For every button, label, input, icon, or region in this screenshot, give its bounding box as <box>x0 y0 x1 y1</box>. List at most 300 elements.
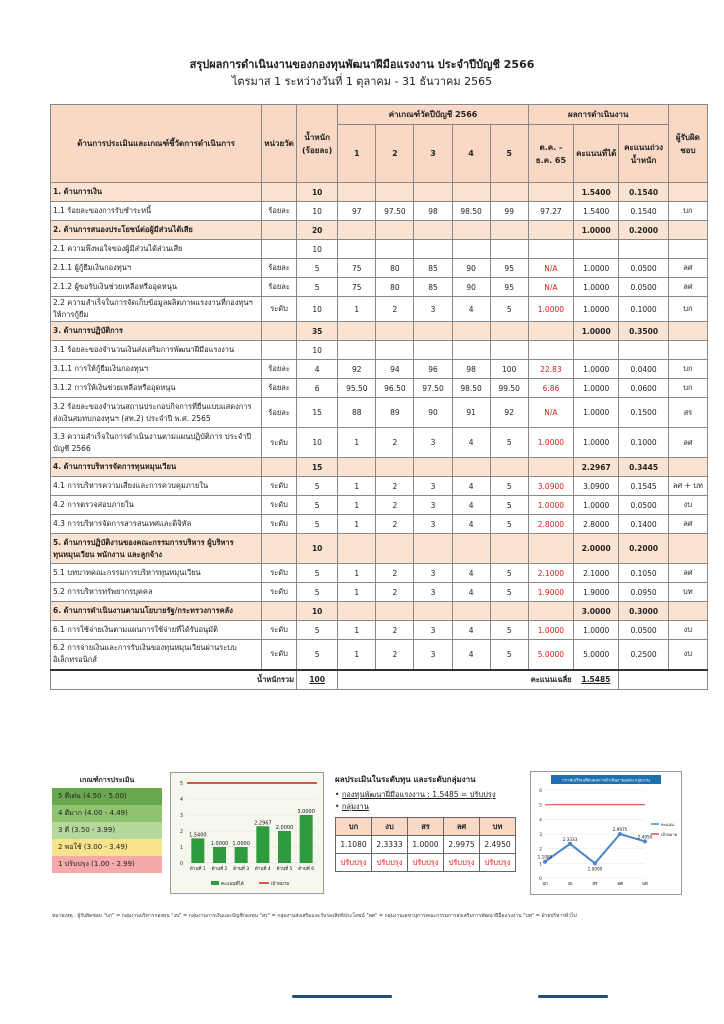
level-2-cell: 96.50 <box>376 379 414 398</box>
indicator-row <box>51 341 708 360</box>
level-3-cell: 85 <box>414 259 452 278</box>
indicator-row <box>51 621 708 640</box>
data-label: 1.0000 <box>587 866 603 872</box>
level-1-cell <box>338 341 376 360</box>
level-3-cell <box>414 534 452 564</box>
level-4-cell: 90 <box>452 259 490 278</box>
level-4-cell: 4 <box>452 564 490 583</box>
indicator-row <box>51 259 708 278</box>
unit-cell <box>262 322 297 341</box>
level-2-cell: 2 <box>376 640 414 670</box>
period-result-cell <box>528 341 573 360</box>
x-tick-label: บก <box>542 882 548 887</box>
x-tick-label: ลศ <box>617 882 623 887</box>
level-2-cell: 2 <box>376 515 414 534</box>
indicator-name: 2.2 ความสำเร็จในการจัดเก็บข้อมูลผลิตภาพแรงงานที่กองทุนฯ ให้การกู้ยืม <box>51 297 262 322</box>
level-3-cell: 3 <box>414 583 452 602</box>
level-5-cell: 99 <box>490 202 528 221</box>
weighted-score-cell: 0.1540 <box>619 183 668 202</box>
weight-cell: 6 <box>297 379 338 398</box>
level-4-header: 4 <box>452 125 490 183</box>
weighted-score-cell: 0.3000 <box>619 602 668 621</box>
weight-cell: 5 <box>297 259 338 278</box>
level-4-cell <box>452 322 490 341</box>
group-status: ปรับปรุง <box>336 854 372 872</box>
section-row <box>51 322 708 341</box>
y-tick-label: 6 <box>539 789 542 794</box>
level-2-cell: 2 <box>376 621 414 640</box>
indicator-row <box>51 398 708 428</box>
indicator-row <box>51 360 708 379</box>
level-4-cell <box>452 602 490 621</box>
indicator-name: 4.3 การบริหารจัดการสารสนเทศและดิจิทัล <box>51 515 262 534</box>
level-1-cell: 1 <box>338 515 376 534</box>
data-label: 1.0000 <box>232 841 250 847</box>
level-4-cell: 4 <box>452 428 490 458</box>
total-label: น้ำหนักรวม <box>51 670 297 690</box>
level-4-cell: 98.50 <box>452 379 490 398</box>
y-tick-label: 0 <box>539 877 542 882</box>
x-tick-label: ด้านที่ 6 <box>298 867 315 872</box>
unit-cell <box>262 240 297 259</box>
level-3-cell <box>414 183 452 202</box>
responsible-cell: ลศ + บท <box>668 477 707 496</box>
chart-title: กราฟเปรียบเทียบผลการดำเนินงานแต่ละกลุ่มงาน <box>562 777 650 783</box>
level-4-cell <box>452 221 490 240</box>
indicator-name: 4. ด้านการบริหารจัดการทุนหมุนเวียน <box>51 458 262 477</box>
weighted-score-cell <box>619 341 668 360</box>
weighted-score-cell: 0.1545 <box>619 477 668 496</box>
level-1-cell: 1 <box>338 583 376 602</box>
total-weight: 100 <box>297 670 338 690</box>
legend-swatch <box>211 881 219 885</box>
responsible-cell: บก <box>668 360 707 379</box>
level-2-cell <box>376 322 414 341</box>
level-5-cell <box>490 183 528 202</box>
period-result-cell <box>528 322 573 341</box>
group-score: 2.9975 <box>444 836 480 854</box>
level-3-cell: 96 <box>414 360 452 379</box>
level-4-cell: 4 <box>452 477 490 496</box>
weighted-score-cell: 0.3500 <box>619 322 668 341</box>
weight-cell: 5 <box>297 477 338 496</box>
data-point <box>568 842 572 846</box>
responsible-cell: ลศ <box>668 259 707 278</box>
responsible-cell: บก <box>668 379 707 398</box>
level-1-cell: 95.50 <box>338 379 376 398</box>
level-1-cell <box>338 183 376 202</box>
indicator-row <box>51 202 708 221</box>
data-label: 3.0000 <box>297 809 315 815</box>
group-status: ปรับปรุง <box>480 854 516 872</box>
indicator-name: 3.1.1 การให้กู้ยืมเงินกองทุนฯ <box>51 360 262 379</box>
legend-item: 4 ดีมาก (4.00 - 4.49) <box>52 805 162 822</box>
responsible-cell <box>668 602 707 621</box>
responsible-cell: ลศ <box>668 428 707 458</box>
level-4-cell: 4 <box>452 583 490 602</box>
score-cell: 2.2967 <box>574 458 619 477</box>
group-score: 1.1080 <box>336 836 372 854</box>
period-result-cell: 6.86 <box>528 379 573 398</box>
group-status: ปรับปรุง <box>408 854 444 872</box>
score-cell: 1.0000 <box>574 322 619 341</box>
period-result-cell: N/A <box>528 259 573 278</box>
level-3-header: 3 <box>414 125 452 183</box>
unit-cell: ระดับ <box>262 515 297 534</box>
unit-cell <box>262 458 297 477</box>
responsible-cell <box>668 183 707 202</box>
weight-cell: 10 <box>297 202 338 221</box>
level-5-cell <box>490 602 528 621</box>
level-5-cell: 5 <box>490 564 528 583</box>
weight-cell: 5 <box>297 564 338 583</box>
period-result-cell <box>528 221 573 240</box>
indicator-name: 2.1.2 ผู้ขอรับเงินช่วยเหลือหรืออุดหนุน <box>51 278 262 297</box>
level-1-cell: 1 <box>338 428 376 458</box>
indicator-row <box>51 564 708 583</box>
bar <box>278 831 291 863</box>
weight-cell: 5 <box>297 640 338 670</box>
indicator-row <box>51 515 708 534</box>
weighted-score-cell: 0.0500 <box>619 621 668 640</box>
level-3-cell: 97.50 <box>414 379 452 398</box>
level-2-cell <box>376 221 414 240</box>
legend-label: คะแนนที่ได้ <box>221 882 244 887</box>
score-cell <box>574 341 619 360</box>
data-point <box>543 860 547 864</box>
level-2-cell: 80 <box>376 259 414 278</box>
footer-decoration <box>538 995 608 998</box>
period-result-cell: 1.9000 <box>528 583 573 602</box>
period-result-cell: 3.0900 <box>528 477 573 496</box>
y-tick-label: 5 <box>539 803 542 809</box>
score-cell: 1.9000 <box>574 583 619 602</box>
level-3-cell: 85 <box>414 278 452 297</box>
data-label: 2.0000 <box>275 825 294 831</box>
indicator-name: 5.1 บทบาทคณะกรรมการบริหารทุนหมุนเวียน <box>51 564 262 583</box>
weight-cell: 5 <box>297 621 338 640</box>
level-3-cell: 98 <box>414 202 452 221</box>
data-label: 1.5400 <box>189 832 207 839</box>
weighted-score-cell: 0.1500 <box>619 398 668 428</box>
responsible-cell: งบ <box>668 640 707 670</box>
summary-group-label: กลุ่มงาน <box>341 802 369 811</box>
level-3-cell: 3 <box>414 297 452 322</box>
level-1-cell <box>338 458 376 477</box>
group-score: 2.3333 <box>372 836 408 854</box>
weighted-score-cell: 0.0600 <box>619 379 668 398</box>
x-tick-label: ด้านที่ 1 <box>189 867 206 872</box>
level-5-cell: 100 <box>490 360 528 379</box>
line-chart-svg <box>531 772 681 894</box>
summary-fund-line: กองทุนพัฒนาฝีมือแรงงาน : 1.5485 = ปรับปรุง <box>341 790 496 799</box>
unit-cell: ร้อยละ <box>262 278 297 297</box>
score-cell: 3.0000 <box>574 602 619 621</box>
group-score: 2.4950 <box>480 836 516 854</box>
weight-cell: 10 <box>297 240 338 259</box>
level-2-cell: 2 <box>376 583 414 602</box>
legend-item: 2 พอใช้ (3.00 - 3.49) <box>52 839 162 856</box>
total-row <box>51 670 708 690</box>
data-label: 2.9975 <box>612 827 628 833</box>
y-tick-label: 1 <box>179 845 183 851</box>
level-4-cell <box>452 341 490 360</box>
period-result-cell: 22.83 <box>528 360 573 379</box>
level-3-cell <box>414 221 452 240</box>
weighted-score-cell: 0.0950 <box>619 583 668 602</box>
x-tick-label: ด้านที่ 2 <box>211 867 228 872</box>
weighted-score-cell: 0.0500 <box>619 259 668 278</box>
indicator-row <box>51 583 708 602</box>
indicator-name: 1.1 ร้อยละของการรับชำระหนี้ <box>51 202 262 221</box>
legend-item: 5 ดีเด่น (4.50 - 5.00) <box>52 788 162 805</box>
indicator-row <box>51 640 708 670</box>
section-row <box>51 183 708 202</box>
level-5-cell <box>490 322 528 341</box>
summary-title: ผลประเมินในระดับทุน และระดับกลุ่มงาน <box>335 775 476 784</box>
level-5-cell: 5 <box>490 477 528 496</box>
group-name: บท <box>480 818 516 836</box>
period-result-cell: 2.8000 <box>528 515 573 534</box>
level-4-cell: 98.50 <box>452 202 490 221</box>
indicator-name: 6. ด้านการดำเนินงานตามนโยบายรัฐ/กระทรวงการคลัง <box>51 602 262 621</box>
level-5-cell: 92 <box>490 398 528 428</box>
level-5-cell: 5 <box>490 621 528 640</box>
responsible-cell: ลศ <box>668 564 707 583</box>
responsible-cell <box>668 221 707 240</box>
data-label: 2.3333 <box>562 836 578 842</box>
responsible-cell <box>668 240 707 259</box>
level-2-cell <box>376 183 414 202</box>
period-result-cell: N/A <box>528 278 573 297</box>
level-3-cell <box>414 458 452 477</box>
section-row <box>51 221 708 240</box>
bar <box>213 847 226 863</box>
score-cell: 1.0000 <box>574 379 619 398</box>
weighted-score-cell: 0.2000 <box>619 221 668 240</box>
period-result-cell <box>528 183 573 202</box>
weight-cell: 5 <box>297 496 338 515</box>
indicator-name: 3. ด้านการปฏิบัติการ <box>51 322 262 341</box>
y-tick-label: 3 <box>539 833 542 838</box>
col-score-header: คะแนนที่ได้ <box>574 125 619 183</box>
level-3-cell: 3 <box>414 621 452 640</box>
score-cell: 1.0000 <box>574 259 619 278</box>
level-2-cell: 2 <box>376 297 414 322</box>
weight-cell: 10 <box>297 297 338 322</box>
level-1-header: 1 <box>338 125 376 183</box>
weighted-score-cell: 0.1400 <box>619 515 668 534</box>
period-result-cell: 1.0000 <box>528 621 573 640</box>
legend-label: เป้าหมาย <box>661 832 678 837</box>
level-4-cell: 4 <box>452 297 490 322</box>
level-2-cell: 2 <box>376 564 414 583</box>
weight-cell: 10 <box>297 602 338 621</box>
level-4-cell: 91 <box>452 398 490 428</box>
score-cell: 2.1000 <box>574 564 619 583</box>
indicator-name: 2.1.1 ผู้กู้ยืมเงินกองทุนฯ <box>51 259 262 278</box>
weight-cell: 10 <box>297 534 338 564</box>
level-1-cell <box>338 534 376 564</box>
indicator-row <box>51 428 708 458</box>
unit-cell: ร้อยละ <box>262 379 297 398</box>
level-1-cell <box>338 221 376 240</box>
level-2-cell <box>376 534 414 564</box>
unit-cell: ระดับ <box>262 621 297 640</box>
col-weight-header: น้ำหนัก (ร้อยละ) <box>297 105 338 183</box>
level-5-cell: 5 <box>490 297 528 322</box>
score-cell: 1.5400 <box>574 202 619 221</box>
level-1-cell: 1 <box>338 640 376 670</box>
score-cell <box>574 240 619 259</box>
level-5-cell: 5 <box>490 496 528 515</box>
level-5-cell: 95 <box>490 259 528 278</box>
level-2-cell: 97.50 <box>376 202 414 221</box>
responsible-cell <box>668 458 707 477</box>
bar <box>256 826 269 863</box>
level-1-cell: 92 <box>338 360 376 379</box>
level-1-cell: 1 <box>338 621 376 640</box>
y-tick-label: 2 <box>179 829 183 835</box>
group-name: งบ <box>372 818 408 836</box>
bar <box>235 847 248 863</box>
period-result-cell: 1.0000 <box>528 496 573 515</box>
x-tick-label: ด้านที่ 5 <box>276 867 293 872</box>
line-chart <box>530 771 682 895</box>
responsible-cell <box>668 534 707 564</box>
level-2-cell: 2 <box>376 496 414 515</box>
level-5-cell: 5 <box>490 515 528 534</box>
unit-cell: ระดับ <box>262 640 297 670</box>
responsible-cell: สร <box>668 398 707 428</box>
level-1-cell: 88 <box>338 398 376 428</box>
indicator-row <box>51 496 708 515</box>
section-row <box>51 458 708 477</box>
avg-label: คะแนนเฉลี่ย <box>338 670 574 690</box>
score-cell: 1.0000 <box>574 221 619 240</box>
bar-chart <box>170 772 324 894</box>
level-5-cell: 5 <box>490 640 528 670</box>
summary-panel: ผลประเมินในระดับทุน และระดับกลุ่มงาน • กองทุนพัฒนาฝีมือแรงงาน : 1.5485 = ปรับปรุง • กลุ่มงาน บก งบ สร ลศ บท 1.1080 2.3333 1.0000 2.9975 2.4950 ปรับปรุง ปรับปรุง ปรับปรุง ปรับปรุง ปรับปรุง <box>335 773 525 872</box>
data-label: 1.1080 <box>537 854 553 860</box>
level-3-cell: 3 <box>414 564 452 583</box>
level-2-cell: 80 <box>376 278 414 297</box>
period-result-cell <box>528 240 573 259</box>
level-1-cell <box>338 322 376 341</box>
level-1-cell <box>338 240 376 259</box>
level-5-cell: 99.50 <box>490 379 528 398</box>
results-table <box>50 104 708 690</box>
indicator-name: 2. ด้านการสนองประโยชน์ต่อผู้มีส่วนได้เสีย <box>51 221 262 240</box>
weighted-score-cell: 0.1050 <box>619 564 668 583</box>
responsible-cell <box>668 341 707 360</box>
level-3-cell: 90 <box>414 398 452 428</box>
score-cell: 1.5400 <box>574 183 619 202</box>
weight-cell: 4 <box>297 360 338 379</box>
x-tick-label: ด้านที่ 3 <box>233 867 250 872</box>
level-3-cell: 3 <box>414 496 452 515</box>
weight-cell: 10 <box>297 341 338 360</box>
group-name: สร <box>408 818 444 836</box>
level-5-cell <box>490 240 528 259</box>
level-2-cell: 94 <box>376 360 414 379</box>
avg-value: 1.5485 <box>574 670 619 690</box>
level-5-header: 5 <box>490 125 528 183</box>
unit-cell: ระดับ <box>262 428 297 458</box>
weight-cell: 5 <box>297 515 338 534</box>
indicator-row <box>51 278 708 297</box>
score-cell: 1.0000 <box>574 496 619 515</box>
weight-cell: 20 <box>297 221 338 240</box>
period-result-cell: N/A <box>528 398 573 428</box>
bar-chart-svg <box>171 773 323 893</box>
level-2-cell: 89 <box>376 398 414 428</box>
responsible-cell: งบ <box>668 621 707 640</box>
level-4-cell: 4 <box>452 496 490 515</box>
legend-item: 3 ดี (3.50 - 3.99) <box>52 822 162 839</box>
level-5-cell <box>490 534 528 564</box>
col-unit-header: หน่วยวัด <box>262 105 297 183</box>
score-cell: 1.0000 <box>574 398 619 428</box>
level-2-cell <box>376 602 414 621</box>
level-2-cell <box>376 341 414 360</box>
level-2-cell: 2 <box>376 477 414 496</box>
data-label: 2.2967 <box>254 820 272 827</box>
col-results-header: ผลการดำเนินงาน <box>528 105 668 125</box>
unit-cell: ระดับ <box>262 496 297 515</box>
period-result-cell: 2.1000 <box>528 564 573 583</box>
x-tick-label: งบ <box>567 882 573 887</box>
unit-cell: ร้อยละ <box>262 398 297 428</box>
level-1-cell: 75 <box>338 259 376 278</box>
level-4-cell: 4 <box>452 515 490 534</box>
period-result-cell <box>528 602 573 621</box>
indicator-row <box>51 297 708 322</box>
indicator-row <box>51 477 708 496</box>
legend-label: คะแนน <box>661 822 674 827</box>
bar <box>191 838 204 863</box>
legend-label: เป้าหมาย <box>271 882 290 887</box>
score-cell: 3.0900 <box>574 477 619 496</box>
indicator-name: 5. ด้านการปฏิบัติงานของคณะกรรมการบริหาร ผู้บริหารทุนหมุนเวียน พนักงาน และลูกจ้าง <box>51 534 262 564</box>
level-5-cell <box>490 341 528 360</box>
unit-cell: ระดับ <box>262 477 297 496</box>
data-point <box>643 839 647 843</box>
score-cell: 1.0000 <box>574 297 619 322</box>
score-cell: 5.0000 <box>574 640 619 670</box>
x-tick-label: สร <box>592 882 598 887</box>
indicator-name: 4.1 การบริหารความเสี่ยงและการควบคุมภายใน <box>51 477 262 496</box>
unit-cell <box>262 602 297 621</box>
col-indicator-header: ด้านการประเมินและเกณฑ์ชี้วัดการดำเนินการ <box>51 105 262 183</box>
period-result-cell: 1.0000 <box>528 297 573 322</box>
unit-cell <box>262 534 297 564</box>
responsible-cell: ลศ <box>668 515 707 534</box>
indicator-name: 2.1 ความพึงพอใจของผู้มีส่วนได้ส่วนเสีย <box>51 240 262 259</box>
y-tick-label: 1 <box>539 862 542 868</box>
group-name: ลศ <box>444 818 480 836</box>
level-5-cell: 95 <box>490 278 528 297</box>
responsible-cell <box>668 322 707 341</box>
weighted-score-cell: 0.1540 <box>619 202 668 221</box>
level-5-cell: 5 <box>490 583 528 602</box>
indicator-row <box>51 240 708 259</box>
score-cell: 1.0000 <box>574 428 619 458</box>
data-label: 2.4950 <box>637 834 653 840</box>
col-resp-header: ผู้รับผิดชอบ <box>668 105 707 183</box>
responsible-cell: บก <box>668 297 707 322</box>
level-5-cell <box>490 221 528 240</box>
